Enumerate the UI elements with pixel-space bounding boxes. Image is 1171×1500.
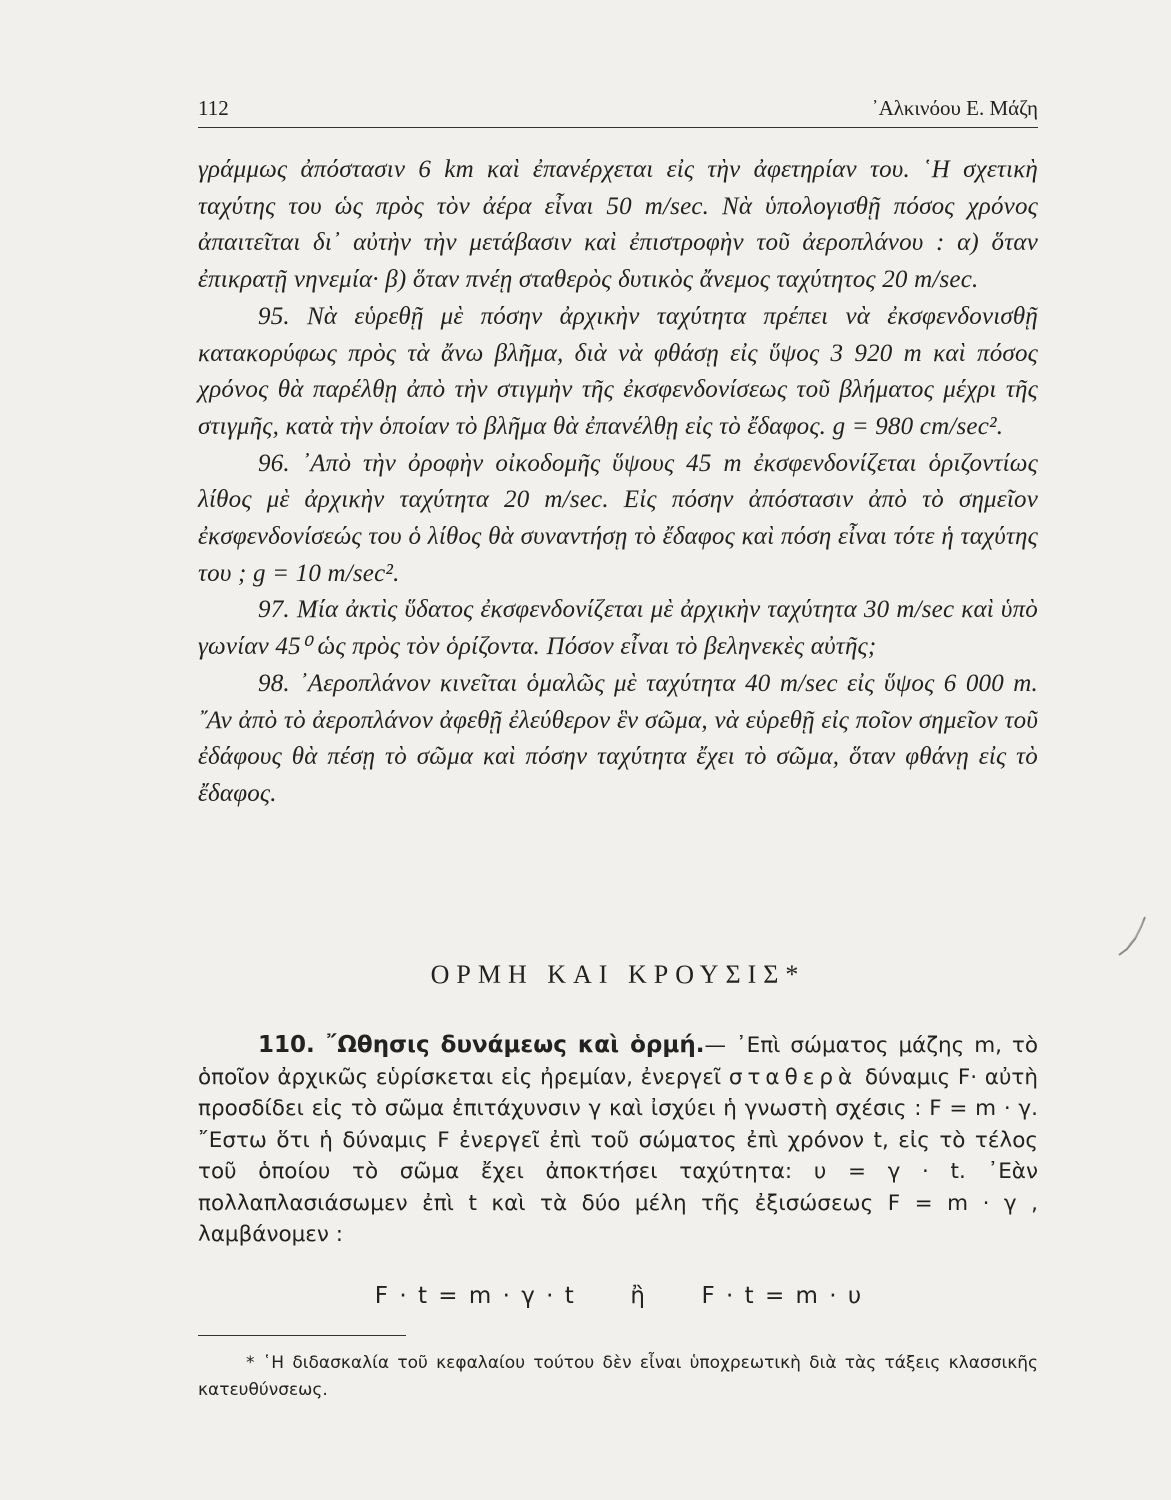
- problem-number: 95.: [258, 302, 290, 330]
- problem-97: [198, 592, 1038, 665]
- emphasized-word: σταθερὰ: [728, 1064, 858, 1090]
- problem-98: [198, 666, 1038, 813]
- problem-text: Μία ἀκτὶς ὕδατος ἐκσφενδονίζεται μὲ ἀρχικὴν ταχύτητα 30 m/sec καὶ ὑπὸ γωνίαν 45⁰ ὡς πρὸς τὸν ὁρίζοντα. Πόσον εἶναι τὸ βεληνεκὲς αὐτῆς;: [198, 596, 1039, 661]
- running-header: [198, 96, 1038, 126]
- problem-text: γράμμως ἀπόστασιν 6 km καὶ ἐπανέρχεται εἰς τὴν ἀφετηρίαν του. ῾Η σχετικὴ ταχύτης του ὡς πρὸς τὸν ἀέρα εἶναι 50 m/sec. Νὰ ὑπολογισθῇ πόσος χρόνος ἀπαιτεῖται δι᾿ αὐτὴν τὴν μετάβασιν καὶ ἐπιστροφὴν τοῦ ἀεροπλάνου : α) ὅταν ἐπικρατῇ νηνεμία· β) ὅταν πνέῃ σταθερὸς δυτικὸς ἄνεμος ταχύτητος 20 m/sec.: [198, 156, 1038, 294]
- page-number: 112: [198, 96, 229, 120]
- problem-number: 96.: [258, 449, 290, 477]
- footnote-text: * ῾Η διδασκαλία τοῦ κεφαλαίου τούτου δὲν εἶναι ὑποχρεωτικὴ διὰ τὰς τάξεις κλασσικῆς κατευθύνσεως.: [198, 1353, 1038, 1400]
- problem-text: ᾿Αεροπλάνον κινεῖται ὁμαλῶς μὲ ταχύτητα 40 m/sec εἰς ὕψος 6 000 m. ῎Αν ἀπὸ τὸ ἀεροπλάνον ἀφεθῇ ἐλεύθερον ἓν σῶμα, νὰ εὑρεθῇ εἰς ποῖον σημεῖον τοῦ ἐδάφους θὰ πέσῃ τὸ σῶμα καὶ πόσην ταχύτητα ἔχει τὸ σῶμα, ὅταν φθάνῃ εἰς τὸ ἔδαφος.: [198, 669, 1039, 807]
- problem-text: ᾿Απὸ τὴν ὀροφὴν οἰκοδομῆς ὕψους 45 m ἐκσφενδονίζεται ὁριζοντίως λίθος μὲ ἀρχικὴν ταχύτητα 20 m/sec. Εἰς πόσην ἀπόστασιν ἀπὸ τὸ σημεῖον ἐκσφενδονίσεώς του ὁ λίθος θὰ συναντήσῃ τὸ ἔδαφος καὶ πόση εἶναι τότε ἡ ταχύτης του ; g = 10 m/sec².: [198, 449, 1038, 587]
- footnote: [198, 1350, 1038, 1404]
- ink-smudge-mark: [1115, 915, 1149, 957]
- section-heading: 110. ῎Ωθησις δυνάμεως καὶ ὁρμή.: [258, 1032, 705, 1058]
- running-author: ᾿Αλκινόου Ε. Μάζη: [871, 96, 1038, 120]
- problem-95: [198, 299, 1038, 446]
- problem-96: [198, 446, 1038, 593]
- paragraph-text-a: ᾿Επὶ σώματος μάζης m, τὸ ὁποῖον ἀρχικῶς εὑρίσκεται εἰς ἠρεμίαν, ἐνεργεῖ: [198, 1033, 1038, 1090]
- section-body: [198, 1030, 1038, 1251]
- paragraph-text-b: δύναμις F· αὐτὴ προσδίδει εἰς τὸ σῶμα ἐπιτάχυνσιν γ καὶ ἰσχύει ἡ γνωστὴ σχέσις : F = m · γ. ῎Εστω ὅτι ἡ δύναμις F ἐνεργεῖ ἐπὶ τοῦ σώματος ἐπὶ χρόνον t, εἰς τὸ τέλος τοῦ ὁποίου τὸ σῶμα ἔχει ἀποκτήσει ταχύτητα: υ = γ · t. ᾿Εὰν πολλαπλασιάσωμεν ἐπὶ t καὶ τὰ δύο μέλη τῆς ἐξισώσεως F = m · γ , λαμβάνομεν :: [198, 1064, 1038, 1247]
- section-title: ΟΡΜΗ ΚΑΙ ΚΡΟΥΣΙΣ*: [430, 960, 806, 989]
- section-paragraph: [198, 1030, 1038, 1251]
- problem-number: 97.: [258, 596, 290, 624]
- footnote-rule: [198, 1335, 406, 1336]
- problem-continuation: [198, 152, 1038, 299]
- problem-number: 98.: [258, 669, 290, 697]
- impulse-equation: F · t = m · γ · t ἢ F · t = m · υ: [374, 1283, 862, 1309]
- problem-list: [198, 152, 1038, 813]
- heading-dash: —: [704, 1033, 736, 1058]
- problem-text: Νὰ εὑρεθῇ μὲ πόσην ἀρχικὴν ταχύτητα πρέπει νὰ ἐκσφενδονισθῇ κατακορύφως πρὸς τὰ ἄνω βλῆμα, διὰ νὰ φθάσῃ εἰς ὕψος 3 920 m καὶ πόσος χρόνος θὰ παρέλθῃ ἀπὸ τὴν στιγμὴν τῆς ἐκσφενδονίσεως τοῦ βλήματος μέχρι τῆς στιγμῆς, κατὰ τὴν ὁποίαν τὸ βλῆμα θὰ ἐπανέλθῃ εἰς τὸ ἔδαφος. g = 980 cm/sec².: [198, 302, 1038, 440]
- header-rule: [198, 127, 1038, 128]
